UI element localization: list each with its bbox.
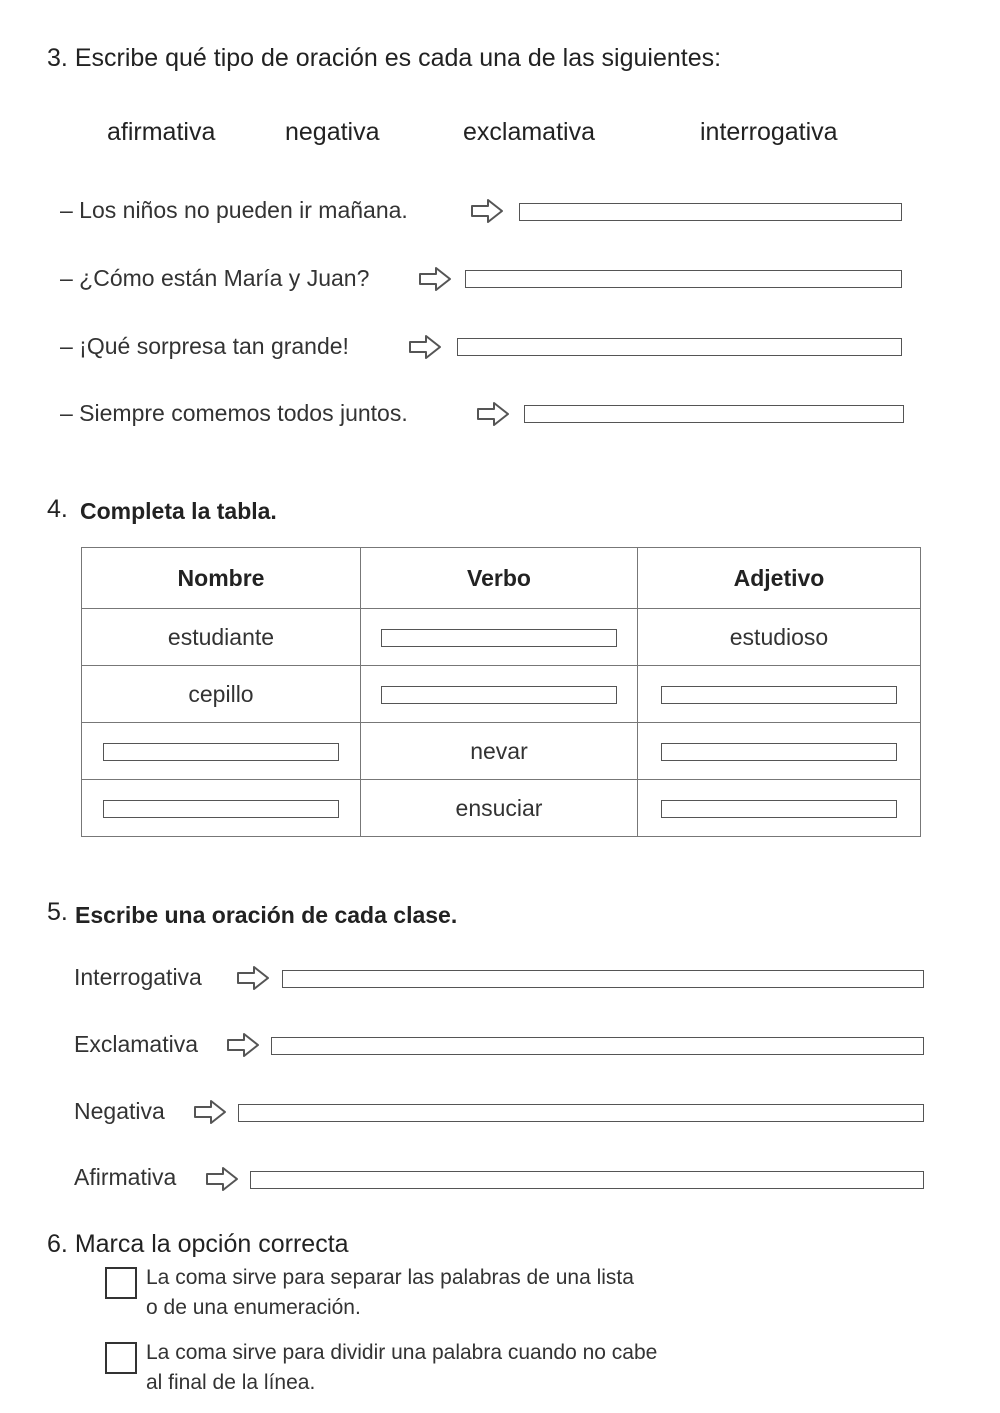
q5-answer-field-1[interactable]: [282, 970, 924, 988]
q3-heading: [47, 44, 721, 73]
q6-heading: [47, 1230, 349, 1259]
cell-nombre: cepillo: [82, 666, 361, 723]
q6-option-2-line2: al final de la línea.: [146, 1371, 316, 1394]
table-row: [82, 723, 921, 780]
checkbox-option-1[interactable]: [105, 1267, 137, 1299]
q3-answer-field-3[interactable]: [457, 338, 902, 356]
cell-verbo-blank: [361, 666, 638, 723]
checkbox-option-2[interactable]: [105, 1342, 137, 1374]
table-row: [82, 609, 921, 666]
cell-nombre: estudiante: [82, 609, 361, 666]
arrow-right-icon: [408, 334, 442, 360]
q3-answer-field-1[interactable]: [519, 203, 902, 221]
cell-nombre-blank: [82, 780, 361, 837]
q5-title: Escribe una oración de cada clase.: [75, 902, 458, 928]
q5-number: 5.: [47, 898, 68, 926]
word-table: [81, 547, 921, 837]
arrow-right-icon: [193, 1099, 227, 1125]
q6-title: Marca la opción correcta: [74, 1230, 349, 1258]
q3-title: Escribe qué tipo de oración es cada una de las siguientes:: [74, 44, 722, 72]
arrow-right-icon: [470, 198, 504, 224]
header-verbo: Verbo: [361, 548, 638, 609]
q5-label-exclamativa: Exclamativa: [74, 1031, 198, 1057]
option-exclamativa: exclamativa: [463, 118, 595, 146]
table-header-row: [82, 548, 921, 609]
table-answer-field[interactable]: [381, 686, 617, 704]
q5-label-afirmativa: Afirmativa: [74, 1164, 177, 1190]
q3-sentence-4: – Siempre comemos todos juntos.: [60, 400, 408, 426]
option-negativa: negativa: [285, 118, 380, 146]
q5-label-negativa: Negativa: [74, 1098, 165, 1124]
q3-answer-field-2[interactable]: [465, 270, 902, 288]
cell-adjetivo-blank: [638, 723, 921, 780]
table-answer-field[interactable]: [103, 743, 339, 761]
cell-verbo: ensuciar: [361, 780, 638, 837]
cell-nombre-blank: [82, 723, 361, 780]
arrow-right-icon: [236, 965, 270, 991]
header-adjetivo: Adjetivo: [638, 548, 921, 609]
q5-label-interrogativa: Interrogativa: [74, 964, 202, 990]
option-afirmativa: afirmativa: [107, 118, 216, 146]
q5-answer-field-4[interactable]: [250, 1171, 924, 1189]
arrow-right-icon: [418, 266, 452, 292]
q6-option-1-line2: o de una enumeración.: [146, 1296, 361, 1319]
arrow-right-icon: [205, 1166, 239, 1192]
q3-number: 3.: [47, 44, 68, 72]
arrow-right-icon: [226, 1032, 260, 1058]
q6-option-1: [146, 1263, 634, 1323]
table-answer-field[interactable]: [381, 629, 617, 647]
table-answer-field[interactable]: [103, 800, 339, 818]
q6-option-2: [146, 1338, 657, 1398]
q3-sentence-1: – Los niños no pueden ir mañana.: [60, 197, 408, 223]
q6-option-2-line1: La coma sirve para dividir una palabra cuando no cabe: [146, 1341, 658, 1364]
cell-adjetivo: estudioso: [638, 609, 921, 666]
q3-answer-field-4[interactable]: [524, 405, 904, 423]
q5-answer-field-3[interactable]: [238, 1104, 924, 1122]
cell-verbo: nevar: [361, 723, 638, 780]
table-answer-field[interactable]: [661, 743, 897, 761]
table-row: [82, 780, 921, 837]
q3-sentence-2: – ¿Cómo están María y Juan?: [60, 265, 370, 291]
arrow-right-icon: [476, 401, 510, 427]
header-nombre: Nombre: [82, 548, 361, 609]
q6-number: 6.: [47, 1230, 68, 1258]
table-answer-field[interactable]: [661, 686, 897, 704]
q5-answer-field-2[interactable]: [271, 1037, 924, 1055]
q6-option-1-line1: La coma sirve para separar las palabras de una lista: [146, 1266, 634, 1289]
q4-title: Completa la tabla.: [80, 498, 277, 524]
option-interrogativa: interrogativa: [700, 118, 838, 146]
cell-adjetivo-blank: [638, 780, 921, 837]
cell-adjetivo-blank: [638, 666, 921, 723]
q3-sentence-3: – ¡Qué sorpresa tan grande!: [60, 333, 349, 359]
table-answer-field[interactable]: [661, 800, 897, 818]
table-row: [82, 666, 921, 723]
q4-number: 4.: [47, 495, 68, 523]
cell-verbo-blank: [361, 609, 638, 666]
